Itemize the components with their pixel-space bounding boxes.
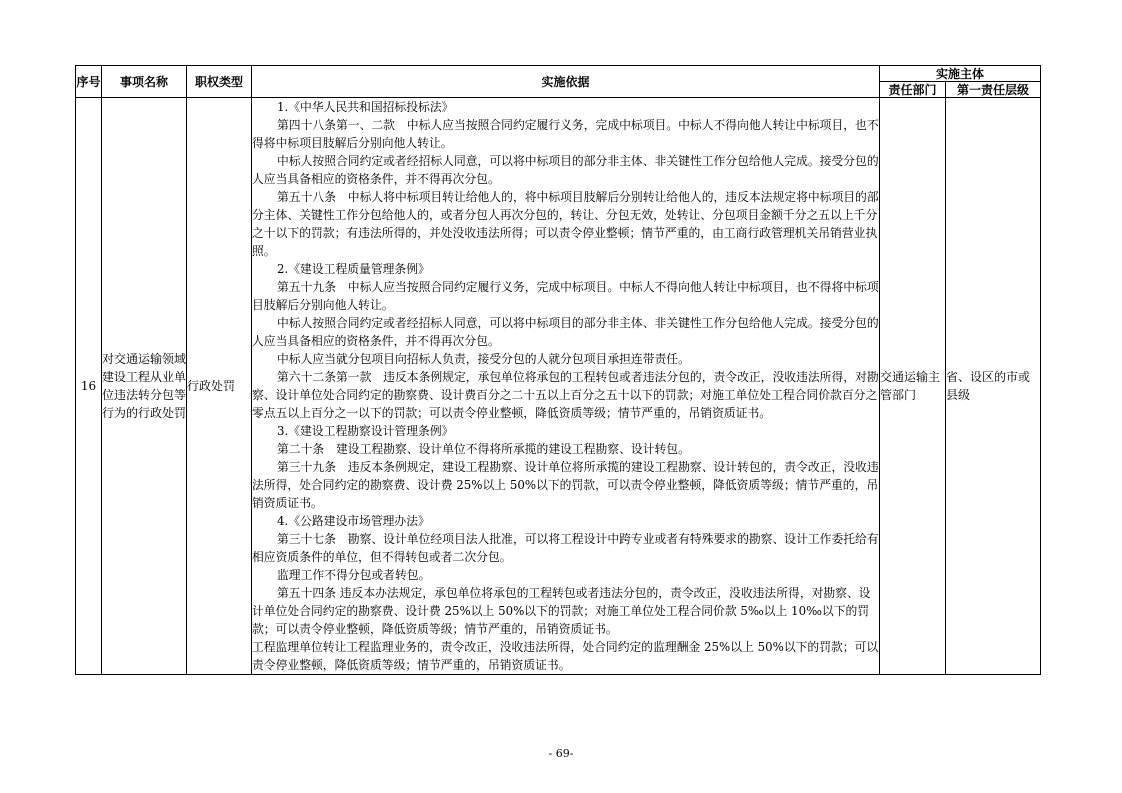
page-number: - 69- bbox=[548, 747, 574, 760]
row-level: 省、设区的市或县级 bbox=[946, 98, 1041, 675]
row-authority-type: 行政处罚 bbox=[187, 98, 252, 675]
basis-paragraph: 4.《公路建设市场管理办法》 bbox=[277, 514, 430, 528]
basis-paragraph: 中标人按照合同约定或者经招标人同意，可以将中标项目的部分非主体、非关键性工作分包给他人完成。接受分包的人应当具备相应的资格条件，并不得再次分包。 bbox=[252, 154, 879, 186]
header-seq: 序号 bbox=[76, 66, 102, 98]
basis-paragraph: 第三十九条 违反本条例规定，建设工程勘察、设计单位将所承揽的建设工程勘察、设计转包的，责令改正，没收违法所得，处合同约定的勘察费、设计费 25%以上 50%以下的罚款，可以责令停业整顿，降低资质等级；情节严重的，吊销资质证书。 bbox=[252, 460, 879, 510]
basis-paragraph: 3.《建设工程勘察设计管理条例》 bbox=[277, 424, 454, 438]
row-basis bbox=[252, 98, 880, 675]
header-basis: 实施依据 bbox=[252, 66, 880, 98]
row-item-name: 对交通运输领域建设工程从业单位违法转分包等行为的行政处罚 bbox=[102, 98, 187, 675]
basis-paragraph: 第四十八条第一、二款 中标人应当按照合同约定履行义务，完成中标项目。中标人不得向他人转让中标项目，也不得将中标项目肢解后分别向他人转让。 bbox=[252, 118, 879, 150]
basis-paragraph: 第三十七条 勘察、设计单位经项目法人批准，可以将工程设计中跨专业或者有特殊要求的勘察、设计工作委托给有相应资质条件的单位，但不得转包或者二次分包。 bbox=[252, 532, 879, 564]
header-authority-type: 职权类型 bbox=[187, 66, 252, 98]
basis-paragraph: 第二十条 建设工程勘察、设计单位不得将所承揽的建设工程勘察、设计转包。 bbox=[277, 442, 690, 456]
basis-paragraph: 2.《建设工程质量管理条例》 bbox=[277, 262, 430, 276]
basis-paragraph: 第五十八条 中标人将中标项目转让给他人的，将中标项目肢解后分别转让给他人的，违反本法规定将中标项目的部分主体、关键性工作分包给他人的，或者分包人再次分包的，转让、分包无效，处转让、分包项目金额千分之五以上千分之十以下的罚款；有违法所得的，并处没收违法所得；可以责令停业整顿；情节严重的，由工商行政管理机关吊销营业执照。 bbox=[252, 190, 879, 258]
header-dept: 责任部门 bbox=[880, 82, 946, 98]
header-subject: 实施主体 bbox=[880, 66, 1041, 82]
enforcement-table bbox=[75, 65, 1041, 675]
basis-paragraph: 1.《中华人民共和国招标投标法》 bbox=[277, 100, 454, 114]
table-row bbox=[76, 98, 1041, 675]
basis-paragraph: 监理工作不得分包或者转包。 bbox=[277, 568, 431, 582]
basis-paragraph: 第五十九条 中标人应当按照合同约定履行义务，完成中标项目。中标人不得向他人转让中标项目，也不得将中标项目肢解后分别向他人转让。 bbox=[252, 280, 879, 312]
basis-paragraph: 第五十四条 违反本办法规定，承包单位将承包的工程转包或者违法分包的，责令改正，没收违法所得，对勘察、设计单位处合同约定的勘察费、设计费 25%以上 50%以下的罚款；对施工单位处工程合同价款 5‰以上 10‰以下的罚款；可以责令停业整顿，降低资质等级；情节严重的，吊销资质证书。 bbox=[252, 586, 871, 636]
row-seq: 16 bbox=[76, 98, 102, 675]
row-dept: 交通运输主管部门 bbox=[880, 98, 946, 675]
basis-paragraph: 中标人按照合同约定或者经招标人同意，可以将中标项目的部分非主体、非关键性工作分包给他人完成。接受分包的人应当具备相应的资格条件，并不得再次分包。 bbox=[252, 316, 879, 348]
header-level: 第一责任层级 bbox=[946, 82, 1041, 98]
basis-paragraph: 工程监理单位转让工程监理业务的，责令改正，没收违法所得，处合同约定的监理酬金 25%以上 50%以下的罚款；可以责令停业整顿，降低资质等级；情节严重的，吊销资质证书。 bbox=[252, 640, 879, 672]
basis-paragraph: 第六十二条第一款 违反本条例规定，承包单位将承包的工程转包或者违法分包的，责令改正，没收违法所得，对勘察、设计单位处合同约定的勘察费、设计费百分之二十五以上百分之五十以下的罚款；对施工单位处工程合同价款百分之零点五以上百分之一以下的罚款；可以责令停业整顿，降低资质等级；情节严重的，吊销资质证书。 bbox=[252, 370, 879, 420]
basis-paragraph: 中标人应当就分包项目向招标人负责，接受分包的人就分包项目承担连带责任。 bbox=[277, 352, 690, 366]
header-item-name: 事项名称 bbox=[102, 66, 187, 98]
